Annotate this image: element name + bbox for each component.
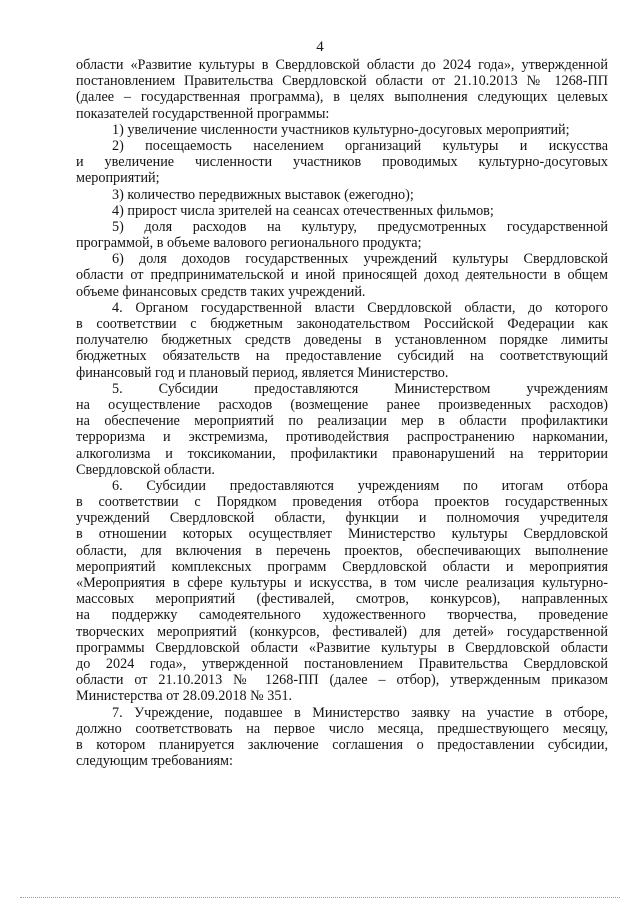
text-line: области «Развитие культуры в Свердловской области до 2024 года», утвержденной <box>76 57 608 73</box>
text-line: объеме финансовых средств таких учреждений. <box>76 283 366 300</box>
text-line: творческих мероприятий (конкурсов, фестивалей) для детей» государственной <box>76 623 608 640</box>
text-line: на поддержку самодеятельного художественного творчества, проведение <box>76 607 608 624</box>
text-line: получателю бюджетных средств доведены в установленном порядке лимиты <box>76 332 608 349</box>
text-line: бюджетных обязательств на предоставление субсидий на соответствующий <box>76 348 608 365</box>
text-line: 5. Субсидии предоставляются Министерством учреждениям <box>112 380 608 397</box>
text-line: 2) посещаемость населением организаций культуры и искусства <box>112 137 608 154</box>
text-line: в отношении которых осуществляет Министерство культуры Свердловской <box>76 526 608 543</box>
text-line: терроризма и экстремизма, противодействия распространению наркомании, <box>76 429 608 446</box>
text-line: Свердловской области. <box>76 461 215 478</box>
text-line: программы Свердловской области «Развитие культуры в Свердловской области <box>76 639 608 656</box>
text-line: программой, в объеме валового регионального продукта; <box>76 235 422 252</box>
text-line: мероприятий комплексных программ Свердловской области и мероприятия <box>76 558 608 575</box>
text-line: 3) количество передвижных выставок (ежегодно); <box>112 186 414 203</box>
text-line: и увеличение численности участников проводимых культурно-досуговых <box>76 154 608 171</box>
text-line: 6) доля доходов государственных учреждений культуры Свердловской <box>112 251 608 268</box>
text-line: в соответствии с бюджетным законодательством Российской Федерации как <box>76 316 608 332</box>
text-line: «Мероприятия в сфере культуры и искусства, в том числе реализация культурно- <box>76 575 608 591</box>
text-line: на осуществление расходов (возмещение ранее произведенных расходов) <box>76 396 608 413</box>
text-line: следующим требованиям: <box>76 753 233 770</box>
text-line: 5) доля расходов на культуру, предусмотренных государственной <box>112 218 608 235</box>
page-number: 4 <box>316 39 324 55</box>
text-line: на обеспечение мероприятий по реализации мер в области профилактики <box>76 413 608 430</box>
text-line: учреждений Свердловской области, функции и полномочия учредителя <box>76 510 608 527</box>
bottom-scan-line <box>20 897 620 898</box>
text-line: показателей государственной программы: <box>76 105 330 122</box>
text-line: в котором планируется заключение соглашения о предоставлении субсидии, <box>76 736 608 753</box>
text-line: области от 21.10.2013 № 1268-ПП (далее – отбор), утвержденным приказом <box>76 672 608 689</box>
text-line: 6. Субсидии предоставляются учреждениям по итогам отбора <box>112 477 608 494</box>
text-line: массовых мероприятий (фестивалей, смотров, конкурсов), направленных <box>76 591 608 608</box>
text-line: до 2024 года», утвержденной постановлением Правительства Свердловской <box>76 655 608 672</box>
text-line: мероприятий; <box>76 170 160 187</box>
text-line: 7. Учреждение, подавшее в Министерство заявку на участие в отборе, <box>112 704 608 721</box>
text-line: финансовый год и плановый период, является Министерство. <box>76 364 449 381</box>
text-line: 4. Органом государственной власти Свердловской области, до которого <box>112 299 608 316</box>
text-line: постановлением Правительства Свердловской области от 21.10.2013 № 1268-ПП <box>76 73 608 90</box>
text-line: 1) увеличение численности участников культурно-досуговых мероприятий; <box>112 121 570 138</box>
text-line: алкоголизма и токсикомании, профилактики правонарушений на территории <box>76 445 608 462</box>
text-line: Министерства от 28.09.2018 № 351. <box>76 688 293 705</box>
text-line: области, для включения в перечень проектов, обеспечивающих выполнение <box>76 542 608 559</box>
text-line: должно соответствовать на первое число месяца, предшествующего месяцу, <box>76 720 608 737</box>
text-line: 4) прирост числа зрителей на сеансах отечественных фильмов; <box>112 202 494 219</box>
text-line: в соответствии с Порядком проведения отбора проектов государственных <box>76 494 608 511</box>
text-line: (далее – государственная программа), в целях выполнения следующих целевых <box>76 89 608 106</box>
text-line: области от предпринимательской и иной приносящей доход деятельности в общем <box>76 267 608 284</box>
document-body <box>76 57 608 769</box>
